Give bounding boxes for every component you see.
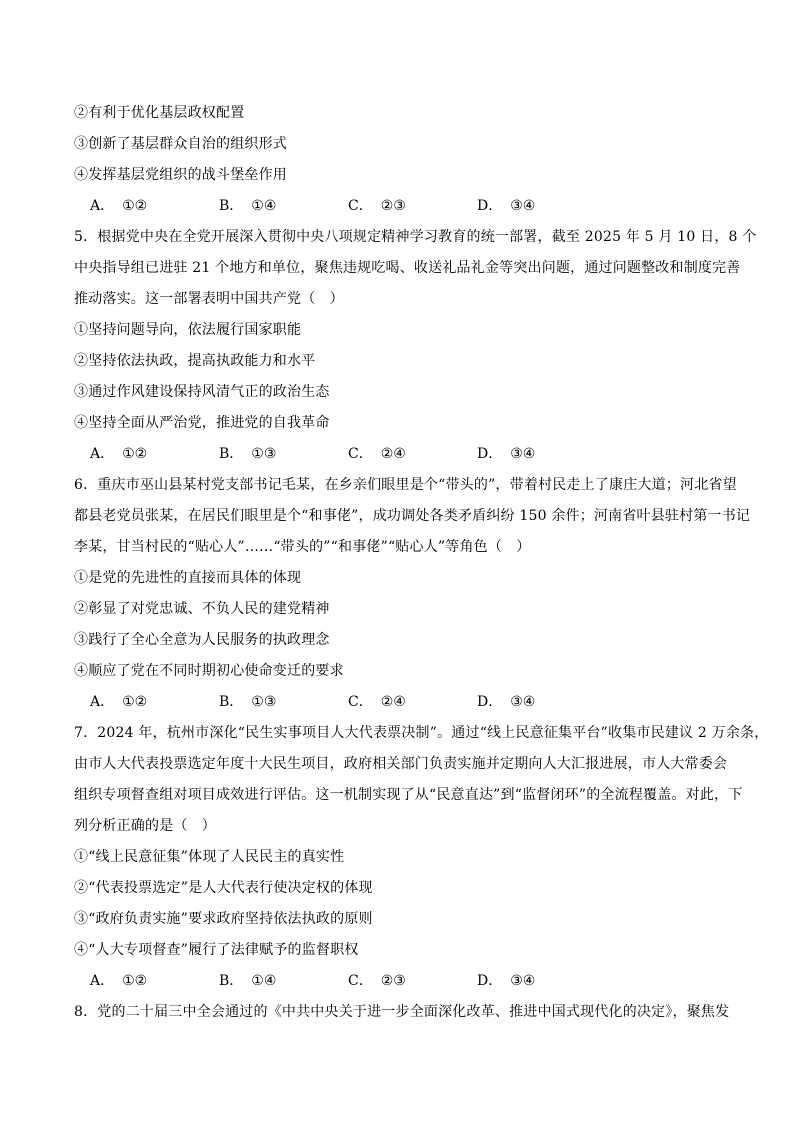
q4-option-b[interactable]: B． ①④ [219,198,277,214]
q5-item-1: ①坚持问题导向，依法履行国家职能 [74,322,302,338]
q6-item-3: ③践行了全心全意为人民服务的执政理念 [74,632,330,648]
q7-item-2: ②“代表投票选定”是人大代表行使决定权的体现 [74,880,373,896]
question-6-options [74,687,722,718]
q4-option-d[interactable]: D． ③④ [477,198,536,214]
q4-item-2: ②有利于优化基层政权配置 [74,105,245,121]
q6-option-c[interactable]: C． ②④ [348,694,406,710]
q5-stem-line: 5．根据党中央在全党开展深入贯彻中央八项规定精神学习教育的统一部署，截至 2025 年 5 月 10 日，8 个 [74,229,757,245]
q4-option-a[interactable]: A． ①② [90,198,148,214]
q6-option-b[interactable]: B． ①③ [219,694,277,710]
question-7-items [74,842,722,966]
q4-option-c[interactable]: C． ②③ [348,198,406,214]
q7-item-1: ①“线上民意征集”体现了人民民主的真实性 [74,849,345,865]
q7-stem-line: 列分析正确的是（ ） [74,818,216,834]
question-5-items [74,315,722,439]
q5-option-c[interactable]: C． ②④ [348,446,406,462]
q6-stem-line: 都县老党员张某，在居民们眼里是个“和事佬”，成功调处各类矛盾纠纷 150 余件；河南省叶县驻村第一书记 [74,508,751,524]
q7-option-a[interactable]: A． ①② [90,973,148,989]
q7-item-3: ③“政府负责实施”要求政府坚持依法执政的原则 [74,911,373,927]
q5-item-3: ③通过作风建设保持风清气正的政治生态 [74,384,330,400]
q4-item-4: ④发挥基层党组织的战斗堡垒作用 [74,167,287,183]
q7-option-c[interactable]: C． ②③ [348,973,406,989]
q5-option-a[interactable]: A． ①② [90,446,148,462]
q7-option-d[interactable]: D． ③④ [477,973,536,989]
q5-item-2: ②坚持依法执政，提高执政能力和水平 [74,353,316,369]
question-5-options [74,439,722,470]
q8-stem-line: 8．党的二十届三中全会通过的《中共中央关于进一步全面深化改革、推进中国式现代化的决定》，聚焦发 [74,1004,730,1020]
question-4-items [74,98,722,191]
question-6-items [74,563,722,687]
q5-stem-line: 中央指导组已进驻 21 个地方和单位，聚焦违规吃喝、收送礼品礼金等突出问题，通过问题整改和制度完善 [74,260,741,276]
q6-item-1: ①是党的先进性的直接而具体的体现 [74,570,302,586]
question-4-options [74,191,722,222]
document-page [74,98,769,1028]
q5-stem-line: 推动落实。这一部署表明中国共产党（ ） [74,291,344,307]
question-7-options [74,966,722,997]
q6-item-4: ④顺应了党在不同时期初心使命变迁的要求 [74,663,344,679]
q4-item-3: ③创新了基层群众自治的组织形式 [74,136,287,152]
question-6-stem [74,470,751,563]
q6-option-a[interactable]: A． ①② [90,694,148,710]
q6-stem-line: 李某，甘当村民的“贴心人”……“带头的”“和事佬”“贴心人”等角色（ ） [74,539,531,555]
q7-stem-line: 由市人大代表投票选定年度十大民生项目，政府相关部门负责实施并定期向人大汇报进展，市人大常委会 [74,756,728,772]
q7-stem-line: 组织专项督查组对项目成效进行评估。这一机制实现了从“民意直达”到“监督闭环”的全流程覆盖。对此，下 [74,787,743,803]
q6-option-d[interactable]: D． ③④ [477,694,536,710]
q7-option-b[interactable]: B． ①④ [219,973,277,989]
q7-item-4: ④“人大专项督查”履行了法律赋予的监督职权 [74,942,359,958]
q5-option-b[interactable]: B． ①③ [219,446,277,462]
question-8-stem [74,997,730,1028]
q6-item-2: ②彰显了对党忠诚、不负人民的建党精神 [74,601,330,617]
q7-stem-line: 7．2024 年，杭州市深化“民生实事项目人大代表票决制”。通过“线上民意征集平台”收集市民建议 2 万余条， [74,725,769,741]
q5-option-d[interactable]: D． ③④ [477,446,536,462]
q6-stem-line: 6．重庆市巫山县某村党支部书记毛某，在乡亲们眼里是个“带头的”，带着村民走上了康庄大道；河北省望 [74,477,737,493]
question-5-stem [74,222,757,315]
q5-item-4: ④坚持全面从严治党，推进党的自我革命 [74,415,330,431]
question-7-stem [74,718,769,842]
